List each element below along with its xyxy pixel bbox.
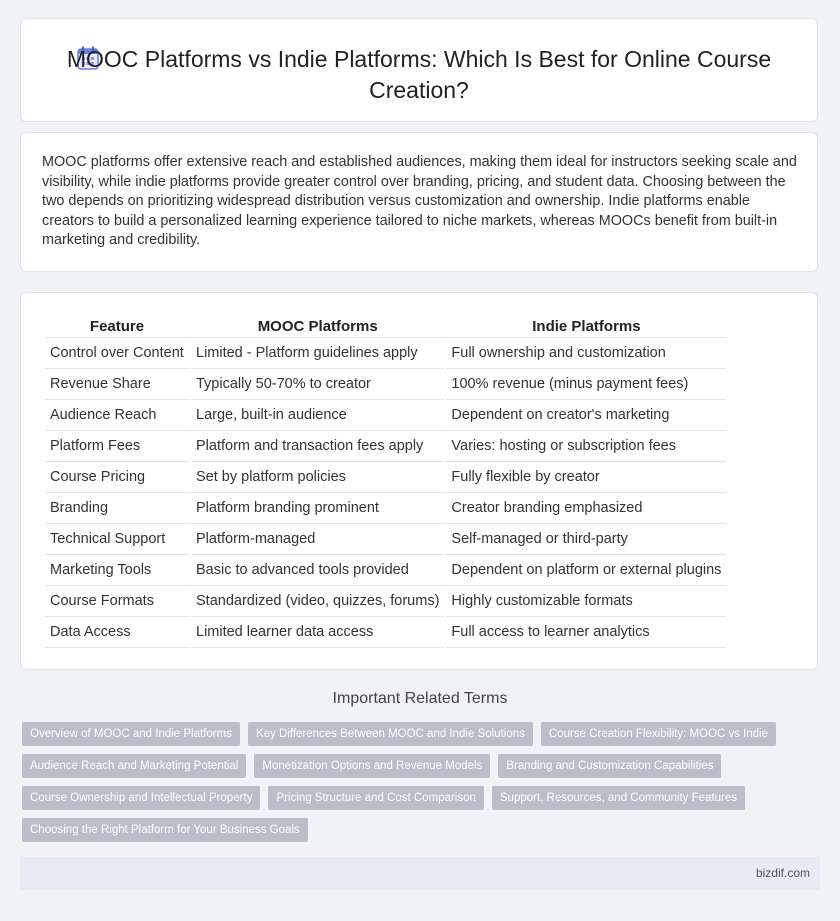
table-row [45,462,726,493]
table-row [45,493,726,524]
feature-cell: Course Formats [45,586,189,617]
table-row [45,369,726,400]
mooc-cell: Platform-managed [191,524,444,555]
related-term-link[interactable]: Monetization Options and Revenue Models [254,754,490,778]
mooc-cell: Typically 50-70% to creator [191,369,444,400]
related-term-link[interactable]: Key Differences Between MOOC and Indie Solutions [248,722,533,746]
feature-cell: Data Access [45,617,189,648]
related-term-link[interactable]: Audience Reach and Marketing Potential [22,754,246,778]
table-row [45,431,726,462]
table-row [45,586,726,617]
related-term-link[interactable]: Overview of MOOC and Indie Platforms [22,722,240,746]
mooc-cell: Platform branding prominent [191,493,444,524]
mooc-cell: Basic to advanced tools provided [191,555,444,586]
indie-cell: Full ownership and customization [446,338,726,369]
mooc-cell: Platform and transaction fees apply [191,431,444,462]
comparison-card [20,292,818,670]
indie-cell: Creator branding emphasized [446,493,726,524]
page-title: MOOC Platforms vs Indie Platforms: Which Is Best for Online Course Creation? [66,46,772,103]
indie-cell: Fully flexible by creator [446,462,726,493]
mooc-cell: Set by platform policies [191,462,444,493]
feature-cell: Platform Fees [45,431,189,462]
mooc-cell: Limited learner data access [191,617,444,648]
intro-paragraph: MOOC platforms offer extensive reach and established audiences, making them ideal for instructors seeking scale and visibility, while indie platforms provide greater control over branding, pricing, and student data. Choosing between the two depends on prioritizing widespread distribution versus customization and ownership. Indie platforms enable creators to build a personalized learning experience tailored to niche markets, whereas MOOCs benefit from built-in marketing and credibility. [42,154,797,249]
indie-cell: Full access to learner analytics [446,617,726,648]
related-term-link[interactable]: Branding and Customization Capabilities [498,754,721,778]
feature-cell: Audience Reach [45,400,189,431]
table-row [45,400,726,431]
table-row [45,524,726,555]
related-term-link[interactable]: Support, Resources, and Community Features [492,786,745,810]
indie-cell: Self-managed or third-party [446,524,726,555]
indie-cell: 100% revenue (minus payment fees) [446,369,726,400]
table-row [45,555,726,586]
related-term-link[interactable]: Course Ownership and Intellectual Property [22,786,260,810]
indie-cell: Dependent on platform or external plugins [446,555,726,586]
feature-cell: Control over Content [45,338,189,369]
footer [20,857,820,890]
mooc-cell: Limited - Platform guidelines apply [191,338,444,369]
intro-card [20,132,818,272]
feature-cell: Marketing Tools [45,555,189,586]
related-term-link[interactable]: Course Creation Flexibility: MOOC vs Indie [541,722,776,746]
column-header-indie: Indie Platforms [446,315,726,338]
column-header-mooc: MOOC Platforms [191,315,444,338]
feature-cell: Revenue Share [45,369,189,400]
feature-cell: Course Pricing [45,462,189,493]
footer-site-link[interactable]: bizdif.com [755,866,810,880]
table-row [45,617,726,648]
title-card [20,18,818,122]
column-header-feature: Feature [45,315,189,338]
related-term-link[interactable]: Choosing the Right Platform for Your Business Goals [22,818,308,842]
feature-cell: Branding [45,493,189,524]
related-terms-list [22,722,802,842]
feature-cell: Technical Support [45,524,189,555]
related-term-link[interactable]: Pricing Structure and Cost Comparison [268,786,483,810]
comparison-table [43,315,728,648]
mooc-cell: Large, built-in audience [191,400,444,431]
related-terms-heading: Important Related Terms [332,690,508,707]
mooc-cell: Standardized (video, quizzes, forums) [191,586,444,617]
indie-cell: Dependent on creator's marketing [446,400,726,431]
indie-cell: Varies: hosting or subscription fees [446,431,726,462]
indie-cell: Highly customizable formats [446,586,726,617]
table-header-row [45,315,726,338]
table-row [45,338,726,369]
